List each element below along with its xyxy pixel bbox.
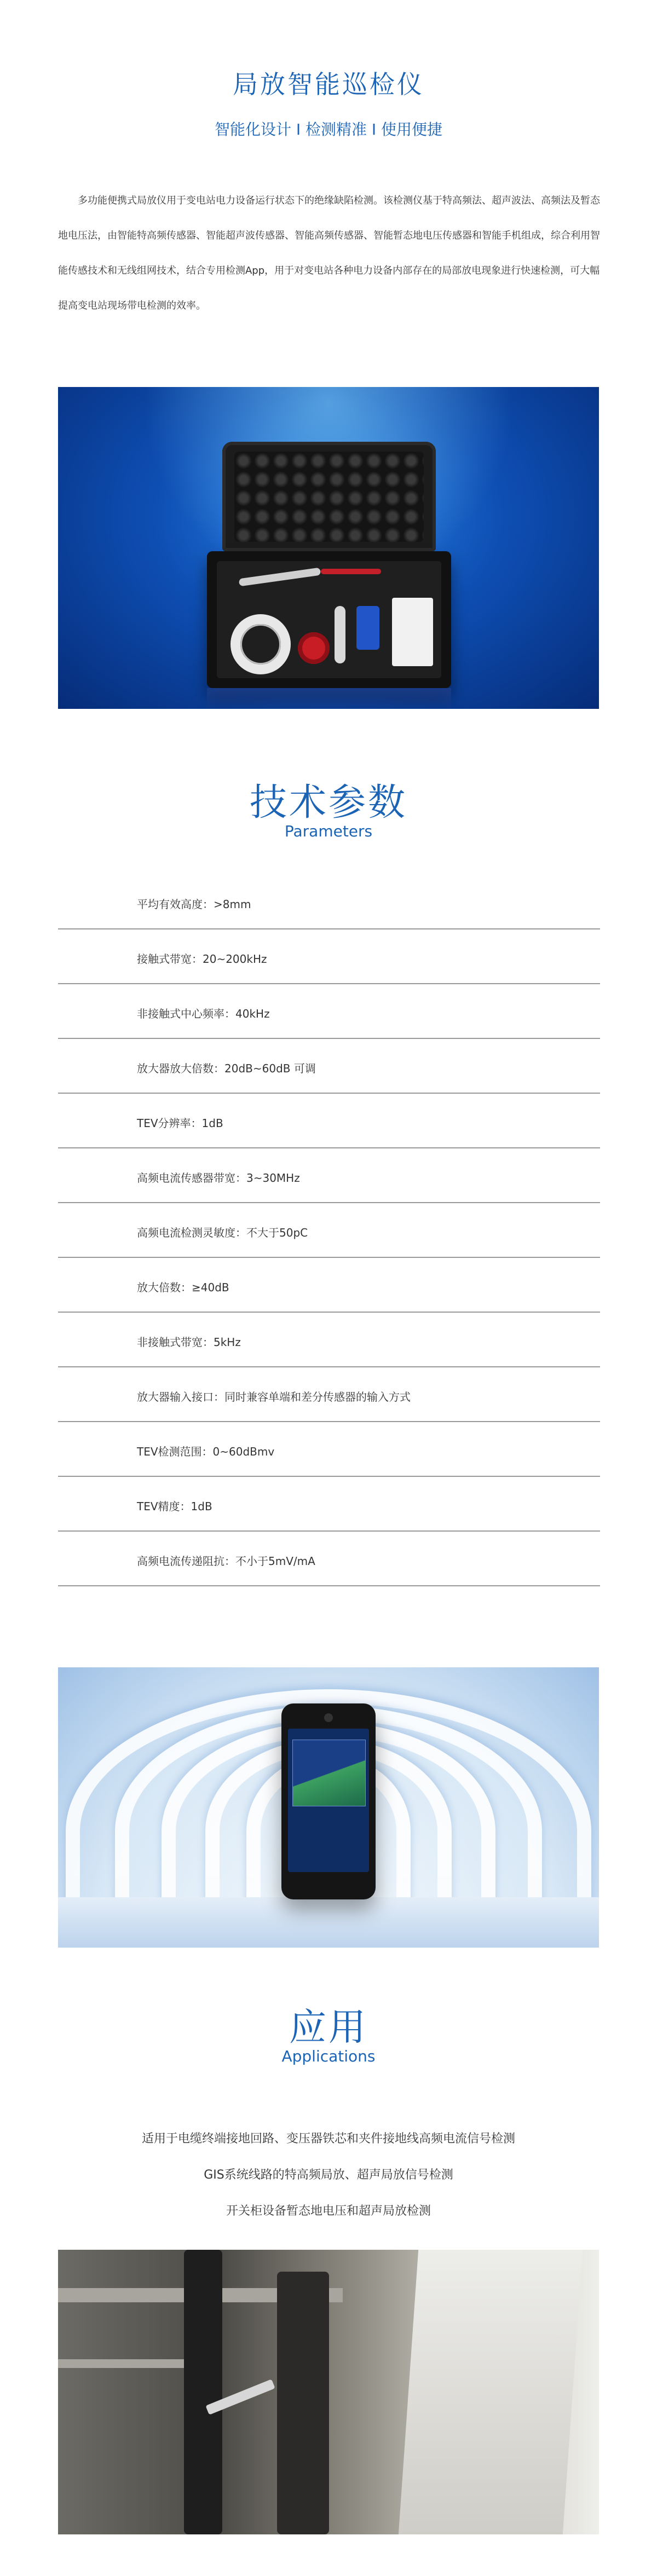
parameters-subheading: Parameters — [284, 822, 373, 840]
tunnel-floor — [58, 1897, 599, 1948]
parameter-text: 非接触式带宽：5kHz — [137, 1336, 241, 1349]
page-title: 局放智能巡检仪 — [233, 70, 424, 99]
parameter-text: 放大倍数：≥40dB — [137, 1281, 229, 1294]
parameter-text: 高频电流传感器带宽：3~30MHz — [137, 1171, 300, 1185]
parameter-row — [58, 1477, 600, 1532]
applications-heading: 应用 — [289, 2006, 368, 2049]
intro-paragraph: 多功能便携式局放仪用于变电站电力设备运行状态下的绝缘缺陷检测。该检测仪基于特高频法、超声波法、高频法及暂态地电压法，由智能特高频传感器、智能超声波传感器、智能高频传感器、智能暂态地电压传感器和智能手机组成，综合利用智能传感技术和无线组网技术，结合专用检测App，用于对变电站各种电力设备内部存在的局部放电现象进行快速检测，可大幅提高变电站现场带电检测的效率。 — [58, 195, 600, 311]
tagline: 智能化设计 I 检测精准 I 使用便捷 — [214, 120, 443, 138]
parameter-row — [58, 1148, 600, 1203]
parameter-row — [58, 1258, 600, 1313]
parameter-text: TEV分辨率：1dB — [137, 1117, 223, 1130]
application-item: 适用于电缆终端接地回路、变压器铁芯和夹件接地线高频电流信号检测 — [141, 2132, 515, 2146]
application-item: 开关柜设备暂态地电压和超声局放检测 — [226, 2204, 431, 2218]
field-application-photo — [58, 2250, 599, 2534]
ultrasonic-probe — [335, 606, 345, 663]
current-sensor-ring — [230, 614, 291, 674]
parameter-text: 非接触式中心频率：40kHz — [137, 1007, 270, 1020]
app-spectrum-plot — [292, 1740, 366, 1806]
parameter-row — [58, 1094, 600, 1148]
parameter-text: TEV检测范围：0~60dBmv — [137, 1445, 275, 1458]
cable-terminal — [277, 2272, 329, 2534]
parameter-text: 放大器输入接口：同时兼容单端和差分传感器的输入方式 — [137, 1390, 411, 1403]
parameter-row — [58, 1203, 600, 1258]
applications-subheading: Applications — [281, 2047, 376, 2065]
parameter-text: TEV精度：1dB — [137, 1500, 212, 1513]
parameter-row — [58, 929, 600, 984]
smartphone-app-image — [58, 1667, 599, 1948]
parameter-text: 平均有效高度：>8mm — [137, 898, 251, 911]
red-cable — [321, 569, 381, 574]
parameter-row — [58, 1367, 600, 1422]
handheld-device — [392, 598, 433, 666]
parameter-row — [58, 875, 600, 929]
parameter-text: 高频电流传递阻抗：不小于5mV/mA — [137, 1555, 315, 1568]
parameter-text: 高频电流检测灵敏度：不大于50pC — [137, 1226, 308, 1239]
parameter-text: 放大器放大倍数：20dB~60dB 可调 — [137, 1062, 316, 1075]
parameter-row — [58, 1313, 600, 1367]
smartphone — [281, 1703, 376, 1899]
case-reflection — [207, 688, 451, 709]
phone-camera — [324, 1713, 333, 1722]
parameter-row — [58, 1422, 600, 1477]
metal-cabinet — [399, 2250, 583, 2534]
phone-screen — [288, 1729, 369, 1872]
cable — [184, 2250, 222, 2534]
parameter-row — [58, 984, 600, 1039]
product-kit-image — [58, 387, 599, 709]
parameter-row — [58, 1532, 600, 1586]
parameter-list — [58, 875, 600, 1586]
parameters-heading: 技术参数 — [249, 781, 407, 824]
application-item: GIS系统线路的特高频局放、超声局放信号检测 — [204, 2168, 453, 2182]
tev-sensor — [298, 632, 330, 664]
uhf-sensor — [356, 606, 379, 650]
parameter-text: 接触式带宽：20~200kHz — [137, 952, 267, 966]
case-foam — [234, 452, 424, 542]
parameter-row — [58, 1039, 600, 1094]
